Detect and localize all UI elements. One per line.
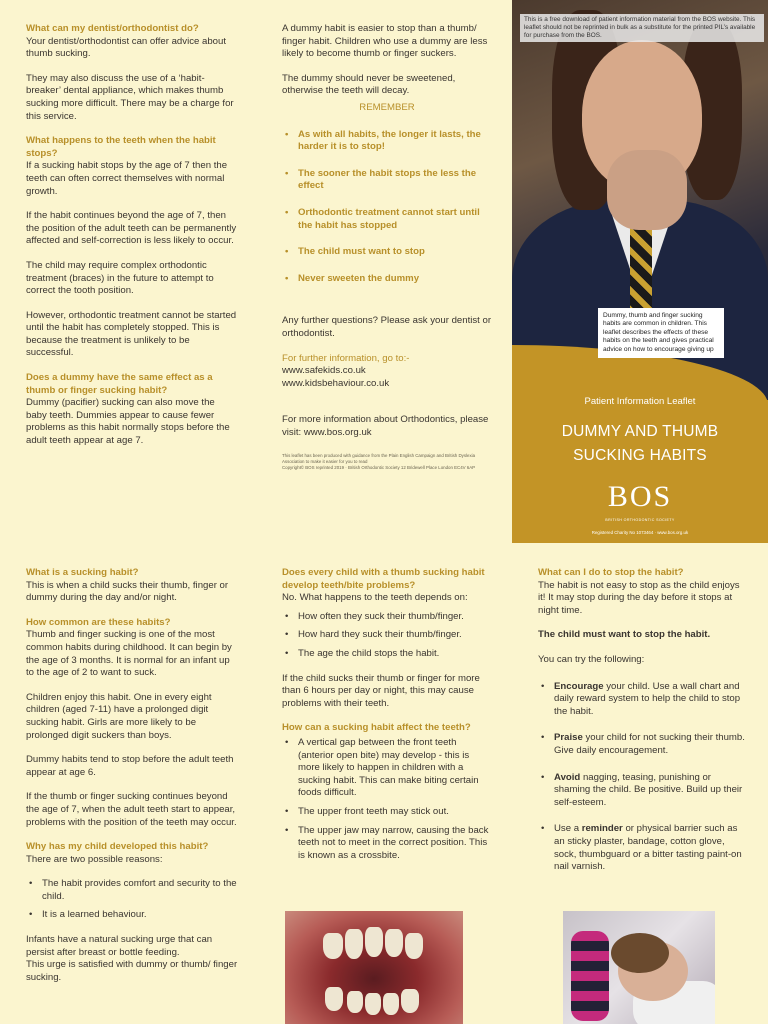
paragraph: If the habit continues beyond the age of 7, then the position of the adult teeth can be permanently affected and self-correction is less likely to occur. [26, 210, 237, 247]
list-item: • Never sweeten the dummy [282, 273, 492, 286]
tooth [325, 987, 343, 1011]
list-item: • The habit provides comfort and security to the child. [26, 878, 238, 903]
tip-keyword: Encourage [554, 680, 604, 692]
child-sleeping-sock-photo [563, 911, 715, 1024]
paragraph: For more information about Orthodontics, please visit: www.bos.org.uk [282, 414, 489, 438]
tip-text: or physical barrier such as an sticky plaster, bandage, cotton glove, sock, thumbguard or a bitter tasting paint-on nail varnish. [554, 823, 742, 873]
paragraph: Children enjoy this habit. One in every eight children (aged 7-11) have a prolonged digit sucking habit. Girls are more likely to be prolonged digit suckers than boys. [26, 691, 212, 741]
paragraph: The dummy should never be sweetened, otherwise the teeth will decay. [282, 72, 456, 97]
bos-logo: BOS [607, 480, 673, 513]
column-top-mid [282, 23, 492, 471]
charity-number: Registered Charity No 1073464 · www.bos.org.uk [591, 530, 689, 535]
paragraph: This urge is satisfied with dummy or thumb/ finger sucking. [26, 959, 238, 983]
paragraph: The habit is not easy to stop as the child enjoys it! It may stop during the day before it stops at night time. [538, 579, 740, 616]
remember-heading: REMEMBER [359, 101, 415, 113]
paragraph: They may also discuss the use of a ‘habit-breaker’ dental appliance, which makes thumb sucking more difficult. There may be a charge for this service. [26, 72, 234, 122]
tip-keyword: reminder [581, 823, 623, 835]
effects-list [282, 737, 492, 862]
link-kidsbehaviour[interactable]: www.kidsbehaviour.co.uk [282, 377, 390, 389]
download-notice: This is a free download of patient information material from the BOS website. This leaflet should not be reprinted in bulk as a substitute for the printed PIL’s available for purchase from the BOS. [520, 14, 764, 42]
heading-affect-teeth: How can a sucking habit affect the teeth? [282, 722, 471, 734]
reasons-list [26, 878, 238, 922]
list-item: • How hard they suck their thumb/finger. [282, 629, 492, 642]
list-item: • The upper jaw may narrow, causing the back teeth not to meet in the correct position. This is known as a crossbite. [282, 825, 492, 863]
column-top-left [26, 23, 238, 460]
list-item [538, 772, 748, 810]
small-print: This leaflet has been produced with guidance from the Plain English Campaign and British Dyslexia Association to make it easier for you to read [282, 453, 476, 465]
paragraph: If the thumb or finger sucking continues beyond the age of 7, when the adult teeth start to appear, problems with the position of the teeth may occur. [26, 791, 237, 828]
tip-keyword: Praise [554, 732, 583, 744]
cover-panel [512, 0, 768, 543]
tip-keyword: Avoid [554, 771, 581, 783]
copyright: Copyright© BOS reprinted 2019 · British Orthodontic Society 12 Bridewell Place London EC4V 6AP [282, 465, 476, 471]
paragraph: No. What happens to the teeth depends on: [282, 592, 468, 604]
tooth [405, 933, 423, 959]
list-item: • As with all habits, the longer it lasts, the harder it is to stop! [282, 129, 492, 154]
list-item [538, 732, 748, 757]
tooth [365, 993, 381, 1015]
tip-text: your child for not sucking their thumb. Give daily encouragement. [554, 732, 745, 756]
heading-every-child: Does every child with a thumb sucking habit develop teeth/bite problems? [282, 567, 485, 591]
paragraph: However, orthodontic treatment cannot be started until the habit has completely stopped. This is because the treatment is unlikely to be successful. [26, 309, 237, 359]
factors-list [282, 611, 492, 661]
list-item: • The age the child stops the habit. [282, 648, 492, 661]
paragraph: A dummy habit is easier to stop than a thumb/ finger habit. Children who use a dummy are less likely to become thumb or finger suckers. [282, 23, 488, 60]
bos-logo-subtitle: BRITISH ORTHODONTIC SOCIETY [605, 518, 675, 522]
tip-text: nagging, teasing, punishing or shaming the child. Be positive. Build up their self-esteem. [554, 771, 743, 808]
heading-habit-stops: What happens to the teeth when the habit stops? [26, 135, 216, 159]
key-message: The child must want to stop the habit. [538, 629, 711, 641]
photo-sock [571, 931, 609, 1021]
list-item [538, 681, 748, 719]
list-item: • A vertical gap between the front teeth (anterior open bite) may develop - this is more likely to happen in children with a sucking habit. This can make biting certain foods difficult. [282, 737, 492, 800]
paragraph: Any further questions? Please ask your dentist or orthodontist. [282, 315, 492, 339]
tip-text: your child. Use a wall chart and daily reward system to help the child to stop the habit. [554, 680, 741, 717]
paragraph: If the child sucks their thumb or finger for more than 6 hours per day or night, this may cause problems with their teeth. [282, 672, 480, 709]
open-bite-photo [285, 911, 463, 1024]
paragraph: There are two possible reasons: [26, 853, 163, 865]
heading-what-is: What is a sucking habit? [26, 567, 139, 578]
column-bottom-left [26, 567, 238, 984]
paragraph: Dummy habits tend to stop before the adult teeth appear at age 6. [26, 754, 234, 778]
list-item: • It is a learned behaviour. [26, 909, 238, 922]
heading-dummy-effect: Does a dummy have the same effect as a thumb or finger sucking habit? [26, 372, 213, 396]
list-item: • The child must want to stop [282, 246, 492, 259]
list-item: • How often they suck their thumb/finger. [282, 611, 492, 624]
link-safekids[interactable]: www.safekids.co.uk [282, 365, 366, 377]
remember-list [282, 129, 492, 286]
heading-why-developed: Why has my child developed this habit? [26, 841, 209, 853]
title-line: DUMMY AND THUMB [561, 423, 719, 440]
paragraph: Dummy (pacifier) sucking can also move the baby teeth. Dummies appear to cause fewer problems as this habit normally stops before the adult teeth appear at age 7. [26, 397, 230, 447]
photo-hair [611, 933, 669, 973]
paragraph: The child may require complex orthodontic treatment (braces) in the future to attempt to correct the tooth position. [26, 259, 214, 297]
tip-text: Use a [554, 823, 582, 835]
tooth [345, 929, 363, 959]
tooth [347, 991, 363, 1013]
paragraph: Thumb and finger sucking is one of the most common habits during childhood. It can begin by the age of 3 months. It is normal for an infant up to the age of 2 to want to suck. [26, 629, 232, 679]
tooth [401, 989, 419, 1013]
tips-list [538, 681, 748, 874]
leaflet-type: Patient Information Leaflet [584, 396, 696, 407]
list-item: • Orthodontic treatment cannot start until the habit has stopped [282, 207, 492, 232]
title-line: SUCKING HABITS [573, 447, 707, 464]
tooth [383, 993, 399, 1015]
paragraph: You can try the following: [538, 653, 645, 665]
heading-how-common: How common are these habits? [26, 616, 171, 628]
list-item: • The upper front teeth may stick out. [282, 806, 492, 819]
further-info-label: For further information, go to:- [282, 352, 410, 364]
paragraph: Your dentist/orthodontist can offer advice about thumb sucking. [26, 35, 227, 60]
list-item: • The sooner the habit stops the less the effect [282, 168, 492, 193]
heading-dentist: What can my dentist/orthodontist do? [26, 23, 199, 34]
tooth [365, 927, 383, 957]
paragraph: Infants have a natural sucking urge that can persist after breast or bottle feeding. [26, 934, 213, 958]
leaflet-title [512, 420, 768, 468]
list-item [538, 823, 748, 873]
cover-caption: Dummy, thumb and finger sucking habits are common in children. This leaflet describes the effects of these habits on the teeth and gives practical advice on how to encourage giving up [598, 308, 724, 358]
paragraph: If a sucking habit stops by the age of 7 then the teeth can often correct themselves with normal growth. [26, 160, 228, 197]
photo-hand [607, 150, 687, 230]
tooth [323, 933, 343, 959]
tooth [385, 929, 403, 957]
column-bottom-mid [282, 567, 492, 868]
heading-stop-habit: What can I do to stop the habit? [538, 567, 684, 578]
paragraph: This is when a child sucks their thumb, finger or dummy during the day and/or night. [26, 579, 229, 604]
column-bottom-right [538, 567, 748, 888]
